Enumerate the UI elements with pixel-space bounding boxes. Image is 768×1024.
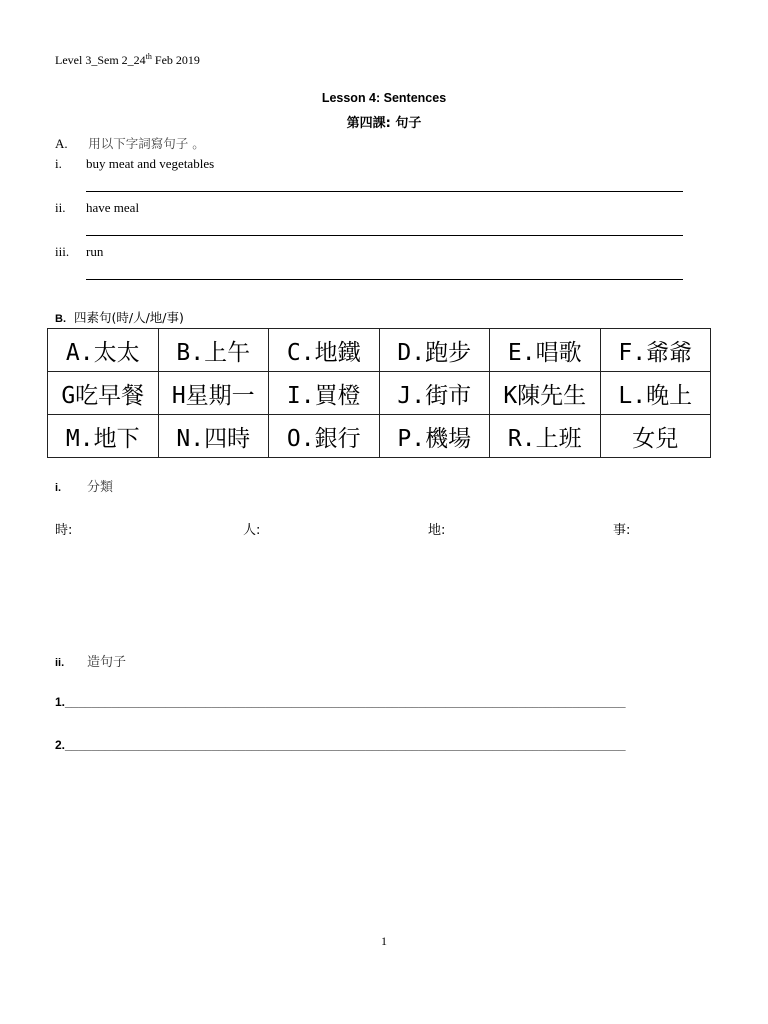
grid-cell: P.機場 [379, 415, 490, 458]
grid-cell: 女兒 [600, 415, 711, 458]
grid-cell: M.地下 [48, 415, 159, 458]
item-text: buy meat and vegetables [86, 156, 215, 171]
part-i-heading [55, 476, 113, 495]
item-text: run [86, 244, 104, 259]
sentence-line[interactable]: 1.____________________________________________________________________________________ [55, 695, 626, 709]
part-i-label: i. [55, 482, 62, 494]
word-grid [47, 328, 711, 458]
grid-cell: D.跑步 [379, 329, 490, 372]
section-b-label: B. [55, 313, 66, 325]
grid-cell: E.唱歌 [490, 329, 601, 372]
item-number: i. [55, 156, 62, 171]
answer-line[interactable] [86, 235, 683, 236]
header-level-date: Level 3_Sem 2_24th Feb 2019 [55, 52, 200, 67]
category-event: 事: [613, 523, 631, 538]
item-number: ii. [55, 200, 66, 215]
part-ii-title: 造句子 [87, 655, 127, 670]
section-b-title: 四素句(時/人/地/事) [74, 310, 184, 325]
grid-cell: G吃早餐 [48, 372, 159, 415]
grid-cell: N.四時 [158, 415, 269, 458]
grid-cell: R.上班 [490, 415, 601, 458]
grid-cell: J.街市 [379, 372, 490, 415]
part-ii-heading [55, 651, 126, 670]
part-i-title: 分類 [87, 480, 114, 495]
grid-cell: A.太太 [48, 329, 159, 372]
lesson-title-chinese: 第四課: 句子 [346, 116, 422, 131]
part-ii-label: ii. [55, 657, 65, 669]
category-person: 人: [243, 523, 261, 538]
category-time: 時: [55, 523, 73, 538]
section-a-heading [55, 134, 205, 152]
grid-cell: L.晚上 [600, 372, 711, 415]
grid-cell: I.買橙 [269, 372, 380, 415]
page-number: 1 [381, 934, 387, 948]
grid-row [48, 329, 711, 372]
grid-cell: O.銀行 [269, 415, 380, 458]
grid-row [48, 415, 711, 458]
grid-row [48, 372, 711, 415]
answer-line[interactable] [86, 279, 683, 280]
grid-cell: C.地鐵 [269, 329, 380, 372]
grid-cell: H星期一 [158, 372, 269, 415]
item-text: have meal [86, 200, 140, 215]
grid-cell: F.爺爺 [600, 329, 711, 372]
grid-cell: B.上午 [158, 329, 269, 372]
section-a-label: A. [55, 136, 68, 151]
lesson-title-english: Lesson 4: Sentences [321, 91, 447, 105]
category-place: 地: [428, 523, 446, 538]
item-number: iii. [55, 244, 70, 259]
section-b-heading [55, 308, 184, 326]
answer-line[interactable] [86, 191, 683, 192]
section-a-instruction: 用以下字詞寫句子 。 [88, 136, 205, 151]
grid-cell: K陳先生 [490, 372, 601, 415]
sentence-line[interactable]: 2.____________________________________________________________________________________ [55, 738, 626, 752]
